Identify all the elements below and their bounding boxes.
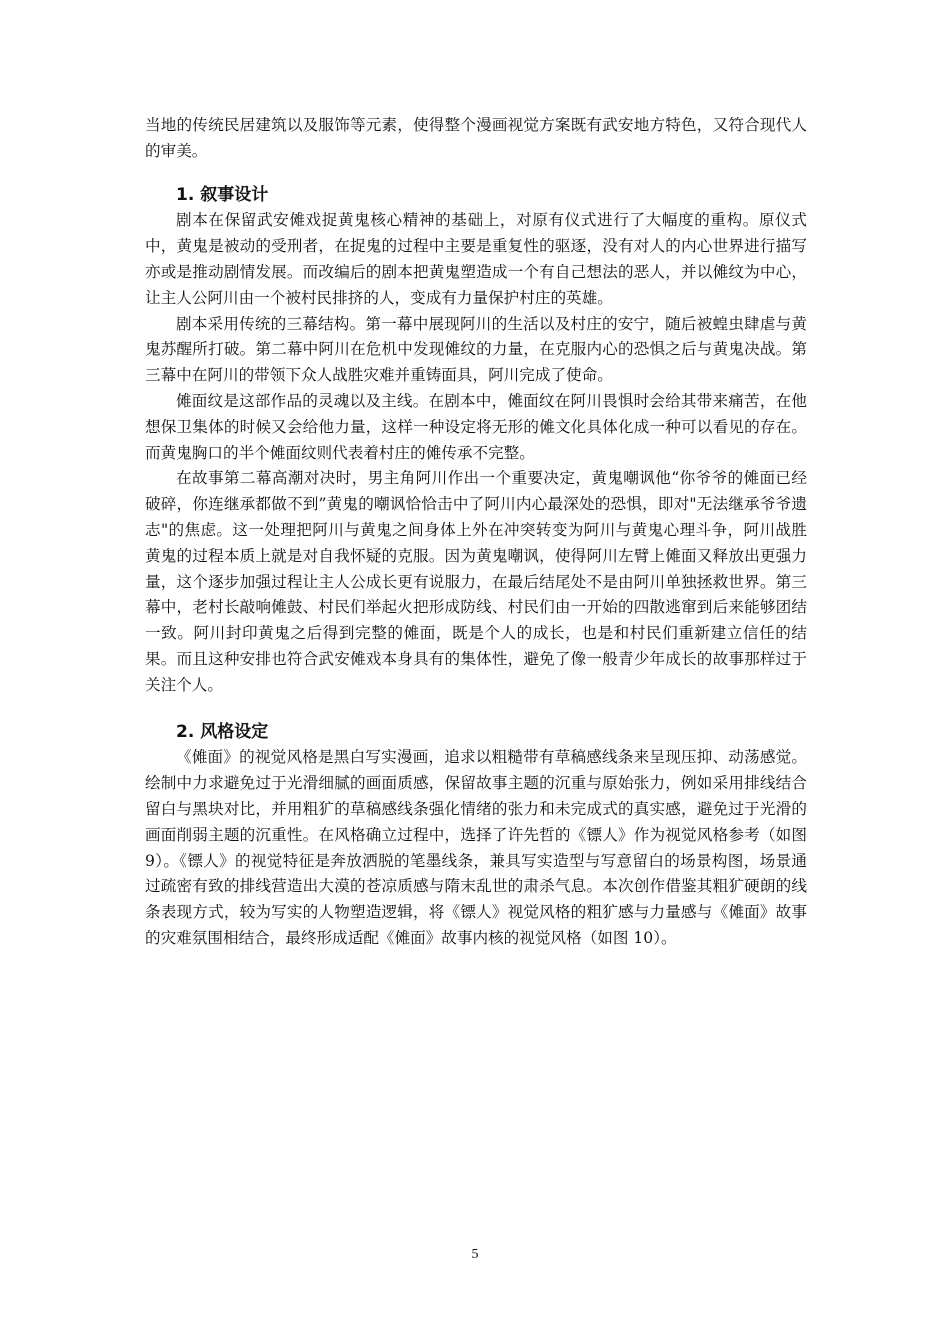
section-heading-style: 2. 风格设定 bbox=[176, 721, 269, 742]
paragraph: 剧本采用传统的三幕结构。第一幕中展现阿川的生活以及村庄的安宁，随后被蝗虫肆虐与黄鬼苏醒所打破。第二幕中阿川在危机中发现傩纹的力量，在克服内心的恐惧之后与黄鬼决战。第三幕中在阿川的带领下众人战胜灾难并重铸面具，阿川完成了使命。 bbox=[145, 314, 807, 385]
page-number: 5 bbox=[471, 1247, 479, 1262]
page-body bbox=[145, 113, 807, 952]
paragraph: 傩面纹是这部作品的灵魂以及主线。在剧本中，傩面纹在阿川畏惧时会给其带来痛苦，在他想保卫集体的时候又会给他力量，这样一种设定将无形的傩文化具体化成一种可以看见的存在。而黄鬼胸口的半个傩面纹则代表着村庄的傩传承不完整。 bbox=[145, 391, 807, 462]
paragraph: 《傩面》的视觉风格是黑白写实漫画，追求以粗糙带有草稿感线条来呈现压抑、动荡感觉。绘制中力求避免过于光滑细腻的画面质感，保留故事主题的沉重与原始张力，例如采用排线结合留白与黑块对比，并用粗犷的草稿感线条强化情绪的张力和未完成式的真实感，避免过于光滑的画面削弱主题的沉重性。在风格确立过程中，选择了许先哲的《镖人》作为视觉风格参考（如图 9）。《镖人》的视觉特征是奔放洒脱的笔墨线条，兼具写实造型与写意留白的场景构图，场景通过疏密有致的排线营造出大漠的苍凉质感与隋末乱世的肃杀气息。本次创作借鉴其粗犷硬朗的线条表现方式，较为写实的人物塑造逻辑，将《镖人》视觉风格的粗犷感与力量感与《傩面》故事的灾难氛围相结合，最终形成适配《傩面》故事内核的视觉风格（如图 10）。 bbox=[145, 748, 807, 947]
section-heading-narrative: 1. 叙事设计 bbox=[176, 184, 269, 205]
paragraph: 剧本在保留武安傩戏捉黄鬼核心精神的基础上，对原有仪式进行了大幅度的重构。原仪式中，黄鬼是被动的受刑者，在捉鬼的过程中主要是重复性的驱逐，没有对人的内心世界进行描写亦或是推动剧情发展。而改编后的剧本把黄鬼塑造成一个有自己想法的恶人，并以傩纹为中心，让主人公阿川由一个被村民排挤的人，变成有力量保护村庄的英雄。 bbox=[145, 211, 807, 307]
intro-paragraph: 当地的传统民居建筑以及服饰等元素，使得整个漫画视觉方案既有武安地方特色，又符合现代人的审美。 bbox=[145, 116, 807, 160]
paragraph: 在故事第二幕高潮对决时，男主角阿川作出一个重要决定，黄鬼嘲讽他“你爷爷的傩面已经破碎，你连继承都做不到”黄鬼的嘲讽恰恰击中了阿川内心最深处的恐惧，即对"无法继承爷爷遗志"的焦虑。这一处理把阿川与黄鬼之间身体上外在冲突转变为阿川与黄鬼心理斗争，阿川战胜黄鬼的过程本质上就是对自我怀疑的克服。因为黄鬼嘲讽，使得阿川左臂上傩面又释放出更强力量，这个逐步加强过程让主人公成长更有说服力，在最后结尾处不是由阿川单独拯救世界。第三幕中，老村长敲响傩鼓、村民们举起火把形成防线、村民们由一开始的四散逃窜到后来能够团结一致。阿川封印黄鬼之后得到完整的傩面，既是个人的成长，也是和村民们重新建立信任的结果。而且这种安排也符合武安傩戏本身具有的集体性，避免了像一般青少年成长的故事那样过于关注个人。 bbox=[145, 469, 807, 694]
